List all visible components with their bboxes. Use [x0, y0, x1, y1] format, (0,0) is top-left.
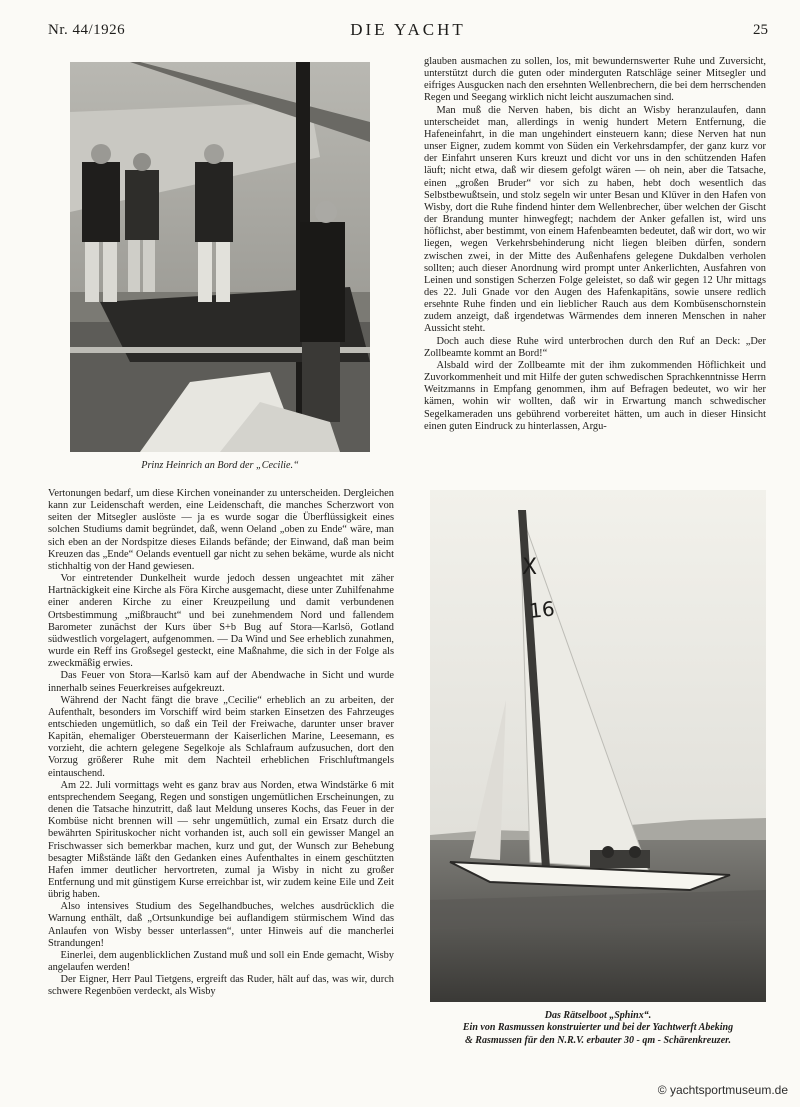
right-column-top	[424, 56, 766, 481]
sail-letter: X	[522, 555, 538, 580]
issue-number: Nr. 44/1926	[48, 22, 126, 38]
paragraph: Vor eintretender Dunkelheit wurde jedoch dessen ungeachtet mit zäher Hartnäckigkeit eine Kirche als Föra Kirche ausgemacht, diese unter Zuhilfenahme einer anderen Kirche zu einer Kreuzpeilung und damit verbundenen Ortsbestimmung „mißbraucht“ und bei zunehmendem Nord und fallendem Barometer zunächst der Kurs über S+b Bug auf Stora—Karlsö, Gotland südwestlich vorgelagert, aufgenommen. — Da Wind und See erheblich zunahmen, wurde ein Reff ins Großsegel gesteckt, eine Maßnahme, die sich in der Folge als zweckmäßig erwies.	[48, 573, 394, 670]
photo-prinz-heinrich	[70, 62, 370, 452]
photo2-caption-line: & Rasmussen für den N.R.V. erbauter 30 - qm - Schärenkreuzer.	[465, 1034, 731, 1046]
paragraph: Das Feuer von Stora—Karlsö kam auf der Abendwache in Sicht und wurde innerhalb seines Feuerkreises aufgekreuzt.	[48, 670, 394, 694]
paragraph: Alsbald wird der Zollbeamte mit der ihm zukommenden Höflichkeit und Zuvorkommenheit und mit Hilfe der guten schwedischen Sprachkenntnisse Herrn Weitzmanns in Empfang genommen, ihm auf Befragen bedeutet, wo wir her kämen, wohin wir wollten, daß wir in Erwartung manch schwedischer Segelkameraden uns gebührend vorbereitet hätten, um auch in dieser Hinsicht einen guten Eindruck zu hinterlassen, Argu-	[424, 359, 766, 432]
paragraph: glauben ausmachen zu sollen, los, mit bewundernswerter Ruhe und Zuversicht, unterstützt durch die guten oder minderguten Ratschläge seiner Mitsegler und eifriges Ausgucken nach den ersehnten Wellenbrechern, die bei dem herrschenden Regen und Seegang wirklich nicht leicht auszumachen sind.	[424, 56, 766, 104]
paragraph: Während der Nacht fängt die brave „Cecilie“ erheblich an zu arbeiten, der Aufenthalt, besonders im Vorschiff wird beim starken Einsetzen des Fahrzeuges entschieden ungemütlich, so daß ein Teil der Freiwache, darunter unser braver Kapitän, ehemaliger Obersteuermann der Kaiserlichen Marine, Leesemann, es vorzieht, die achtern gelegene Segelkoje als Schlafraum aufzusuchen, dort den Vorzug größerer Ruhe mit dem Nachteil erheblichen Frischluftmangels eintauschend.	[48, 694, 394, 779]
page-number: 25	[753, 22, 768, 38]
photo2-caption	[424, 1010, 772, 1047]
photo2-caption-title: Das Rätselboot „Sphinx“.	[544, 1010, 652, 1021]
magazine-title: DIE YACHT	[350, 20, 466, 39]
photo2-caption-line: Ein von Rasmussen konstruierter und bei der Yachtwerft Abeking	[462, 1022, 734, 1034]
paragraph: Am 22. Juli vormittags weht es ganz brav aus Norden, etwa Windstärke 6 mit entsprechendem Seegang, Regen und sonstigen ungemütlichen Erscheinungen, zu denen die Tatsache hinzutritt, daß laut Meldung unseres Kochs, das Feuer in der Kombüse nicht brennen will — sehr ungemütlich, zumal ein Ersatz durch die bewährten Spirituskocher nicht vorhanden ist, auch soll ein gewisser Mangel an Frischwasser sich bemerkbar machen, kurz und gut, der Wunsch zur Behebung besagter Mißstände läßt den Gedanken eines Aufenthaltes in einem geschützten Hafen immer deutlicher hervortreten, zumal ja Wisby in nicht zu großer Entfernung und mit günstigem Kurse erreichbar ist, wir zudem keine Eile und Zeit übrig haben.	[48, 779, 394, 901]
paragraph: Einerlei, dem augenblicklichen Zustand muß und soll ein Ende gemacht, Wisby angelaufen werden!	[48, 949, 394, 974]
photo-sphinx-boat	[430, 490, 766, 1002]
paragraph: Der Eigner, Herr Paul Tietgens, ergreift das Ruder, hält auf das, was wir, durch schwere Regenböen verdeckt, als Wisby	[48, 974, 394, 998]
watermark: © yachtsportmuseum.de	[657, 1083, 788, 1097]
paragraph: Doch auch diese Ruhe wird unterbrochen durch den Ruf an Deck: „Der Zollbeamte kommt an Bord!“	[424, 335, 766, 359]
paragraph: Man muß die Nerven haben, bis dicht an Wisby heranzulaufen, dann unterscheidet man, allerdings in wenig hundert Metern Entfernung, die Hafeneinfahrt, in die man ungehindert einsteuern kann; diese Nerven hat nun unser Eigner, zudem kommt von Süden ein Verkehrsdampfer, der ganz kurz vor der Einfahrt unseren Kurs kreuzt und dicht vor uns in den schützenden Hafen läuft; nicht etwa, daß wir diesem gefolgt wären — oh nein, aber die Tatsache, einen „großen Bruder“ vor sich zu haben, hebt doch wesentlich das Selbstbewußtsein, und stolz segeln wir unter Besan und Klüver in den Hafen von Wisby, dort die Ruhe findend hinter dem Wellenbrecher, über welchen der Gischt der Brandung munter hinwegfegt; nachdem der Anker gefallen ist, wird uns höflichst, aber bestimmt, von einem Hafenbeamten bedeutet, daß wir dort, wo wir liegen, wegen Verkehrsbehinderung nicht liegen bleiben dürfen, sondern zwischen zwei, in der Mitte des Außenhafens gelegene Dukdalben verholen sollten; auch dieser Anordnung wird prompt unter Ankerlichten, Ausfahren von Leinen und sonstigen Scherzen Folge geleistet, so daß wir gegen 12 Uhr mittags des 22. Juli Gnade vor den Augen des Hafenkapitäns, sowie unsere redlich ersehnte Ruhe finden und ein lieblicher Rauch aus dem Kombüsenschornstein zudem anzeigt, daß irgendetwas Wärmendes dem inneren Menschen in naher Aussicht steht.	[424, 104, 766, 335]
photo1-caption: Prinz Heinrich an Bord der „Cecilie.“	[141, 460, 299, 471]
sail-number: 16	[528, 596, 556, 623]
page-header	[48, 22, 768, 44]
left-column-text	[48, 488, 394, 1060]
paragraph: Vertonungen bedarf, um diese Kirchen voneinander zu unterscheiden. Dergleichen kann zur Leidenschaft werden, eine Leidenschaft, die manches Scherzwort von seiten der Mitsegler auslöste — ja es wurde sogar die Überflüssigkeit eines solchen Studiums damit begründet, daß, wenn Oeland „oben zu Ende“ wäre, man sich eben an der Nordspitze dieses Eilands befände; der Einwand, daß man beim Kreuzen das „Ende“ Oelands eventuell gar nicht zu sehen bekäme, wurde als nicht stichhaltig von der Hand gewiesen.	[48, 488, 394, 572]
paragraph: Also intensives Studium des Segelhandbuches, welches ausdrücklich die Warnung enthält, daß „Ortsunkundige bei auflandigem stürmischem Wind das Anlaufen von Wisby besser unterlassen“, unter Hinweis auf die mancherlei Strandungen!	[48, 901, 394, 949]
